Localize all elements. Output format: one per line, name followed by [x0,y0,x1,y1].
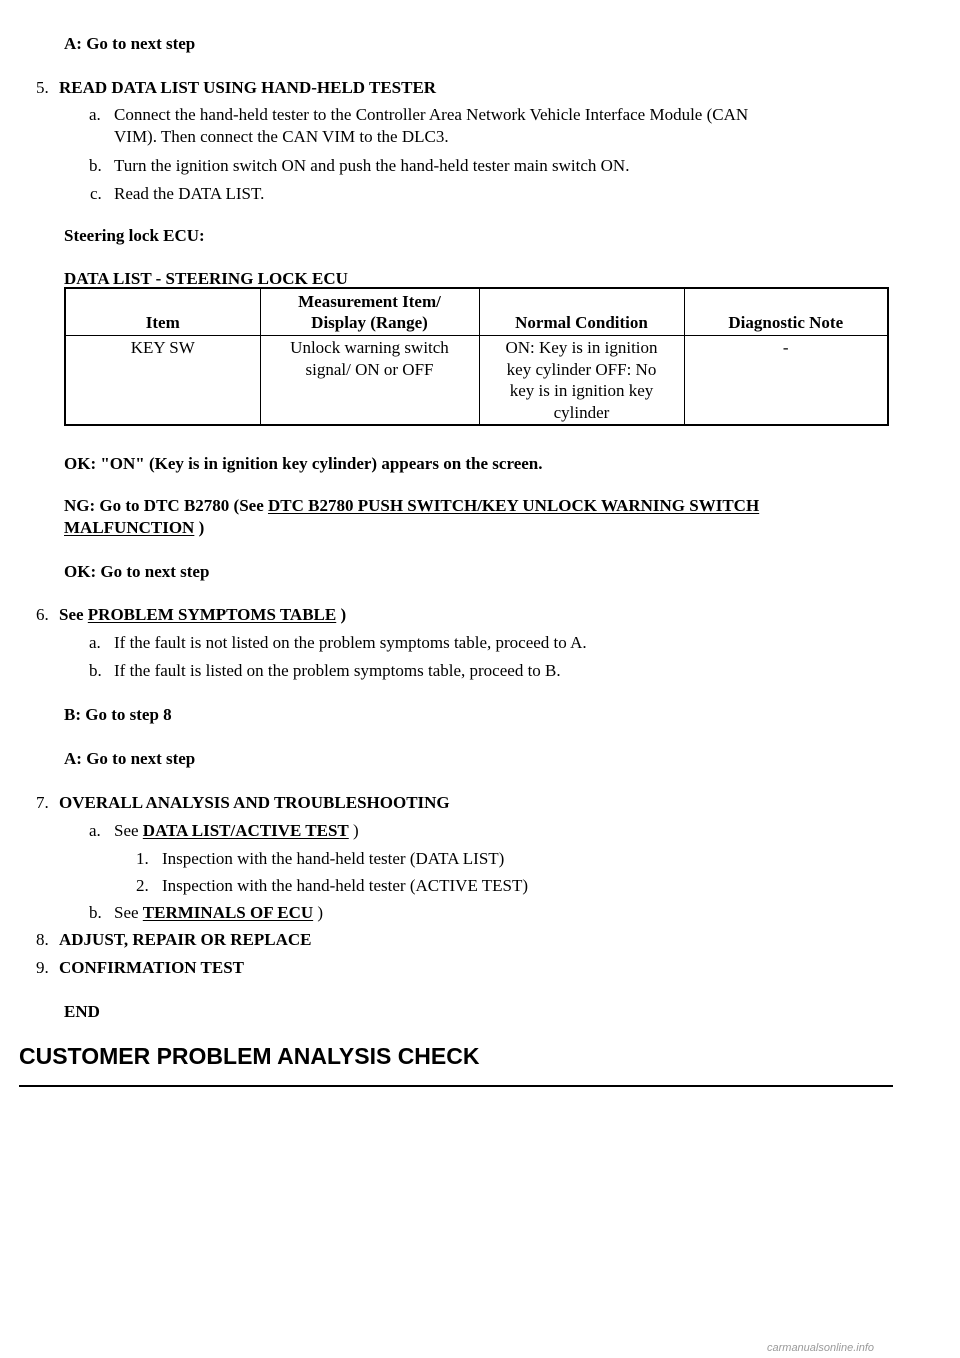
step-title: READ DATA LIST USING HAND-HELD TESTER [59,78,437,97]
end-marker: END [64,1002,100,1021]
item-1-text: Inspection with the hand-held tester (DATA LIST) [162,849,505,868]
step-5 [36,77,436,98]
substep-b-text: Turn the ignition switch ON and push the hand-held tester main switch ON. [114,156,630,175]
see-prefix: See [114,903,143,922]
item-2-label: 2. [136,876,149,895]
substep-a-text [114,820,359,841]
cell-measurement [260,336,479,426]
cell-measurement-line2: signal/ ON or OFF [305,359,434,379]
subheading-steering-lock-ecu: Steering lock ECU: [64,226,205,245]
ng-suffix: ) [194,518,205,537]
substep-a-label: a. [89,821,101,840]
cell-normal-condition [479,336,684,426]
see-suffix: ) [348,821,359,840]
substep-b-label: b. [89,661,102,680]
result-ng-line2 [64,517,204,538]
substep-b-label: b. [89,903,102,922]
result-ok-on: OK: "ON" (Key is in ignition key cylinder) appears on the screen. [64,454,543,473]
table-title: DATA LIST - STEERING LOCK ECU [64,269,348,288]
cell-diagnostic-note: - [684,336,888,426]
cell-item: KEY SW [65,336,260,426]
substep-a-label: a. [89,633,101,652]
step-6-prefix: See [59,605,88,624]
substep-b-text: If the fault is listed on the problem symptoms table, proceed to B. [114,661,561,680]
table-row [65,336,888,426]
cell-normal-line2: key cylinder OFF: No [506,359,657,379]
link-terminals-of-ecu[interactable]: TERMINALS OF ECU [142,903,314,922]
step-7 [36,792,450,813]
ng-prefix: NG: Go to DTC B2780 (See [64,496,268,515]
substep-b-text [114,902,323,923]
substep-a-label: a. [89,105,101,124]
header-measurement-line1: Measurement Item/ [298,291,441,311]
result-b-step-8: B: Go to step 8 [64,705,172,724]
step-number: 6. [36,605,49,624]
link-data-list-active-test[interactable]: DATA LIST/ACTIVE TEST [142,821,349,840]
header-item: Item [65,288,260,336]
substep-c-label: c. [90,184,102,203]
link-problem-symptoms-table[interactable]: PROBLEM SYMPTOMS TABLE [87,605,337,624]
step-6-suffix: ) [336,605,347,624]
substep-c-text: Read the DATA LIST. [114,184,265,203]
item-1-label: 1. [136,849,149,868]
step-title: CONFIRMATION TEST [59,958,244,977]
substep-a-line1: Connect the hand-held tester to the Controller Area Network Vehicle Interface Module (CAN [114,105,749,124]
see-suffix: ) [313,903,324,922]
header-diagnostic-note: Diagnostic Note [684,288,888,336]
result-ok-next: OK: Go to next step [64,562,210,581]
table-header-row [65,288,888,336]
step-title: ADJUST, REPAIR OR REPLACE [59,930,312,949]
substep-b-label: b. [89,156,102,175]
step-8 [36,929,312,950]
cell-normal-line1: ON: Key is in ignition [505,338,658,357]
see-prefix: See [114,821,143,840]
header-measurement-item [260,288,479,336]
step-number: 9. [36,958,49,977]
substep-a-line2: VIM). Then connect the CAN VIM to the DLC3. [114,127,449,146]
cell-normal-line4: cylinder [553,402,610,422]
header-measurement-line2: Display (Range) [311,313,428,333]
result-ng [64,495,759,516]
step-number: 7. [36,793,49,812]
result-a-next-step: A: Go to next step [64,749,196,768]
step-9 [36,957,244,978]
cell-normal-line3: key is in ignition key [509,381,654,401]
cell-measurement-line1: Unlock warning switch [290,338,449,357]
link-dtc-b2780[interactable]: DTC B2780 PUSH SWITCH/KEY UNLOCK WARNING SWITCH [267,496,760,515]
section-title: CUSTOMER PROBLEM ANALYSIS CHECK [19,1043,480,1069]
step-title: OVERALL ANALYSIS AND TROUBLESHOOTING [59,793,450,812]
step-number: 5. [36,78,49,97]
section-divider [19,1085,893,1087]
step-number: 8. [36,930,49,949]
substep-a-text: If the fault is not listed on the problem symptoms table, proceed to A. [114,633,587,652]
watermark: carmanualsonline.info [767,1342,875,1354]
header-normal-condition: Normal Condition [479,288,684,336]
link-dtc-b2780-malfunction[interactable]: MALFUNCTION [64,518,195,537]
result-go-next-step: A: Go to next step [64,34,196,53]
step-6 [36,604,346,625]
data-list-table [64,287,889,426]
item-2-text: Inspection with the hand-held tester (ACTIVE TEST) [162,876,529,895]
